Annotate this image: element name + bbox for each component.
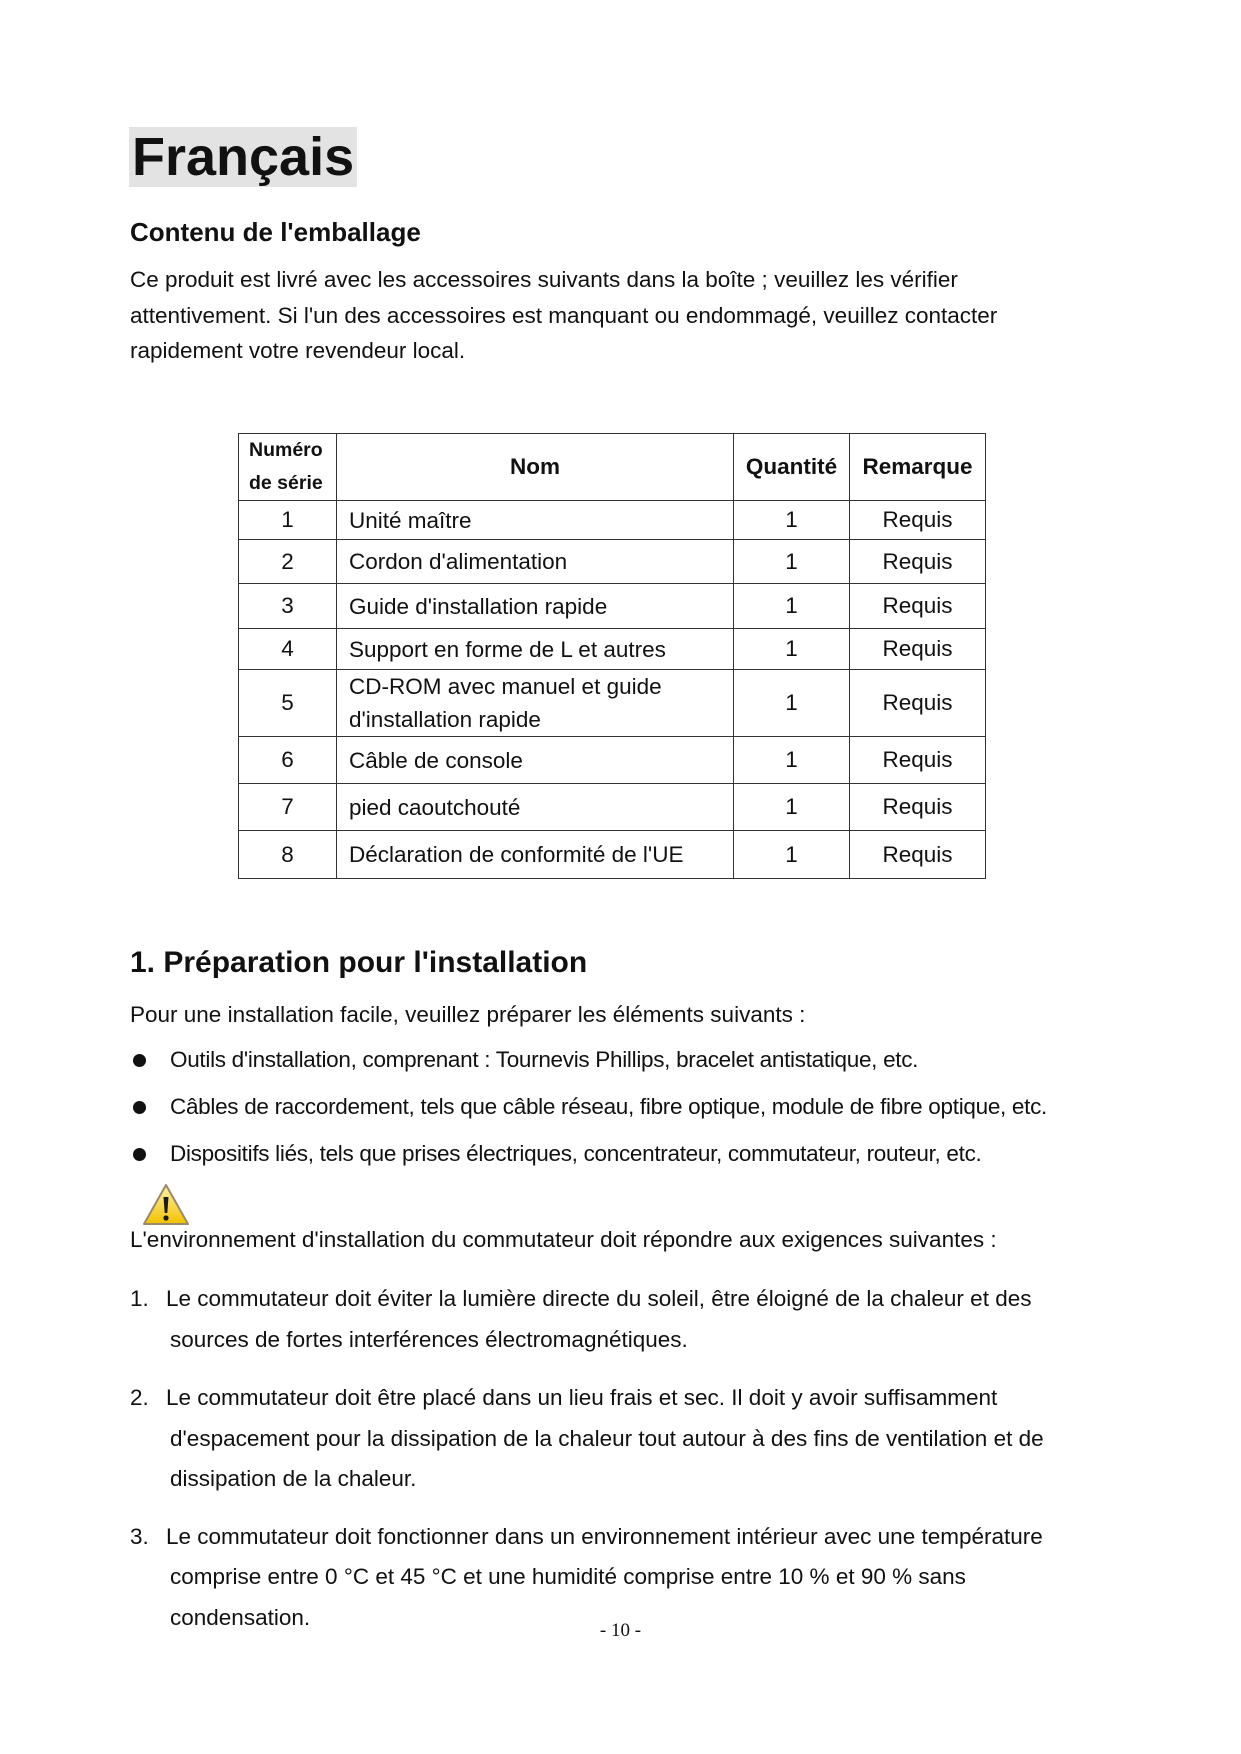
row-remark: Requis bbox=[850, 737, 986, 784]
row-item-name: CD-ROM avec manuel et guide d'installation rapide bbox=[337, 670, 734, 737]
package-contents-table bbox=[238, 433, 986, 879]
row-quantity: 1 bbox=[734, 584, 850, 629]
package-intro-text: Ce produit est livré avec les accessoires suivants dans la boîte ; veuillez les vérifier attentivement. Si l'un des accessoires est manquant ou endommagé, veuillez contacter rapidement votre revendeur local. bbox=[130, 267, 998, 363]
list-item-number: 2. bbox=[130, 1385, 149, 1410]
row-remark: Requis bbox=[850, 670, 986, 737]
row-quantity: 1 bbox=[734, 737, 850, 784]
list-item-number: 1. bbox=[130, 1286, 149, 1311]
row-remark: Requis bbox=[850, 540, 986, 584]
package-contents-heading: Contenu de l'emballage bbox=[130, 217, 421, 247]
list-item: Câbles de raccordement, tels que câble réseau, fibre optique, module de fibre optique, etc. bbox=[130, 1092, 1130, 1139]
language-title: Français bbox=[129, 127, 357, 187]
row-number: 3 bbox=[239, 584, 337, 629]
table-row bbox=[239, 501, 986, 540]
row-number: 2 bbox=[239, 540, 337, 584]
row-quantity: 1 bbox=[734, 670, 850, 737]
row-remark: Requis bbox=[850, 784, 986, 831]
row-item-name: Cordon d'alimentation bbox=[337, 540, 734, 584]
header-serial-number: Numéro de série bbox=[239, 434, 337, 501]
preparation-intro-text: Pour une installation facile, veuillez préparer les éléments suivants : bbox=[130, 1002, 806, 1027]
list-item bbox=[130, 1378, 1110, 1500]
table-row bbox=[239, 831, 986, 879]
row-number: 6 bbox=[239, 737, 337, 784]
list-item-number: 3. bbox=[130, 1523, 149, 1549]
header-quantity: Quantité bbox=[734, 434, 850, 501]
page-number: - 10 - bbox=[599, 1620, 642, 1641]
row-remark: Requis bbox=[850, 831, 986, 879]
list-item bbox=[130, 1279, 1110, 1360]
table-row bbox=[239, 670, 986, 737]
table-row bbox=[239, 540, 986, 584]
list-item-text: Le commutateur doit être placé dans un lieu frais et sec. Il doit y avoir suffisamment d'espacement pour la dissipation de la chaleur tout autour à des fins de ventilation et de dissipation de la chaleur. bbox=[166, 1385, 1044, 1491]
row-item-name: Guide d'installation rapide bbox=[337, 584, 734, 629]
table-row bbox=[239, 737, 986, 784]
row-remark: Requis bbox=[850, 501, 986, 540]
warning-triangle-icon bbox=[142, 1183, 190, 1226]
table-row bbox=[239, 584, 986, 629]
row-number: 7 bbox=[239, 784, 337, 831]
row-quantity: 1 bbox=[734, 540, 850, 584]
list-item-text: Le commutateur doit fonctionner dans un environnement intérieur avec une température comprise entre 0 °C et 45 °C et une humidité comprise entre 10 % et 90 % sans condensation. bbox=[166, 1523, 1043, 1630]
row-quantity: 1 bbox=[734, 831, 850, 879]
table-row bbox=[239, 629, 986, 670]
row-remark: Requis bbox=[850, 584, 986, 629]
environment-intro-text: L'environnement d'installation du commutateur doit répondre aux exigences suivantes : bbox=[130, 1227, 997, 1252]
row-item-name: Déclaration de conformité de l'UE bbox=[337, 831, 734, 879]
list-item: Outils d'installation, comprenant : Tournevis Phillips, bracelet antistatique, etc. bbox=[130, 1045, 1130, 1092]
preparation-heading: 1. Préparation pour l'installation bbox=[130, 946, 588, 979]
table-header-row bbox=[239, 434, 986, 501]
row-number: 1 bbox=[239, 501, 337, 540]
row-remark: Requis bbox=[850, 629, 986, 670]
header-name: Nom bbox=[337, 434, 734, 501]
row-item-name: pied caoutchouté bbox=[337, 784, 734, 831]
row-quantity: 1 bbox=[734, 501, 850, 540]
list-item-text: Le commutateur doit éviter la lumière directe du soleil, être éloigné de la chaleur et des sources de fortes interférences électromagnétiques. bbox=[166, 1286, 1032, 1352]
row-quantity: 1 bbox=[734, 629, 850, 670]
preparation-bullet-list bbox=[130, 1045, 1130, 1186]
row-item-name: Câble de console bbox=[337, 737, 734, 784]
environment-requirements-list bbox=[130, 1279, 1110, 1638]
row-quantity: 1 bbox=[734, 784, 850, 831]
row-item-name: Unité maître bbox=[337, 501, 734, 540]
list-item: Dispositifs liés, tels que prises électriques, concentrateur, commutateur, routeur, etc. bbox=[130, 1139, 1130, 1186]
row-number: 8 bbox=[239, 831, 337, 879]
row-number: 4 bbox=[239, 629, 337, 670]
row-item-name: Support en forme de L et autres bbox=[337, 629, 734, 670]
table-row bbox=[239, 784, 986, 831]
header-remark: Remarque bbox=[850, 434, 986, 501]
row-number: 5 bbox=[239, 670, 337, 737]
